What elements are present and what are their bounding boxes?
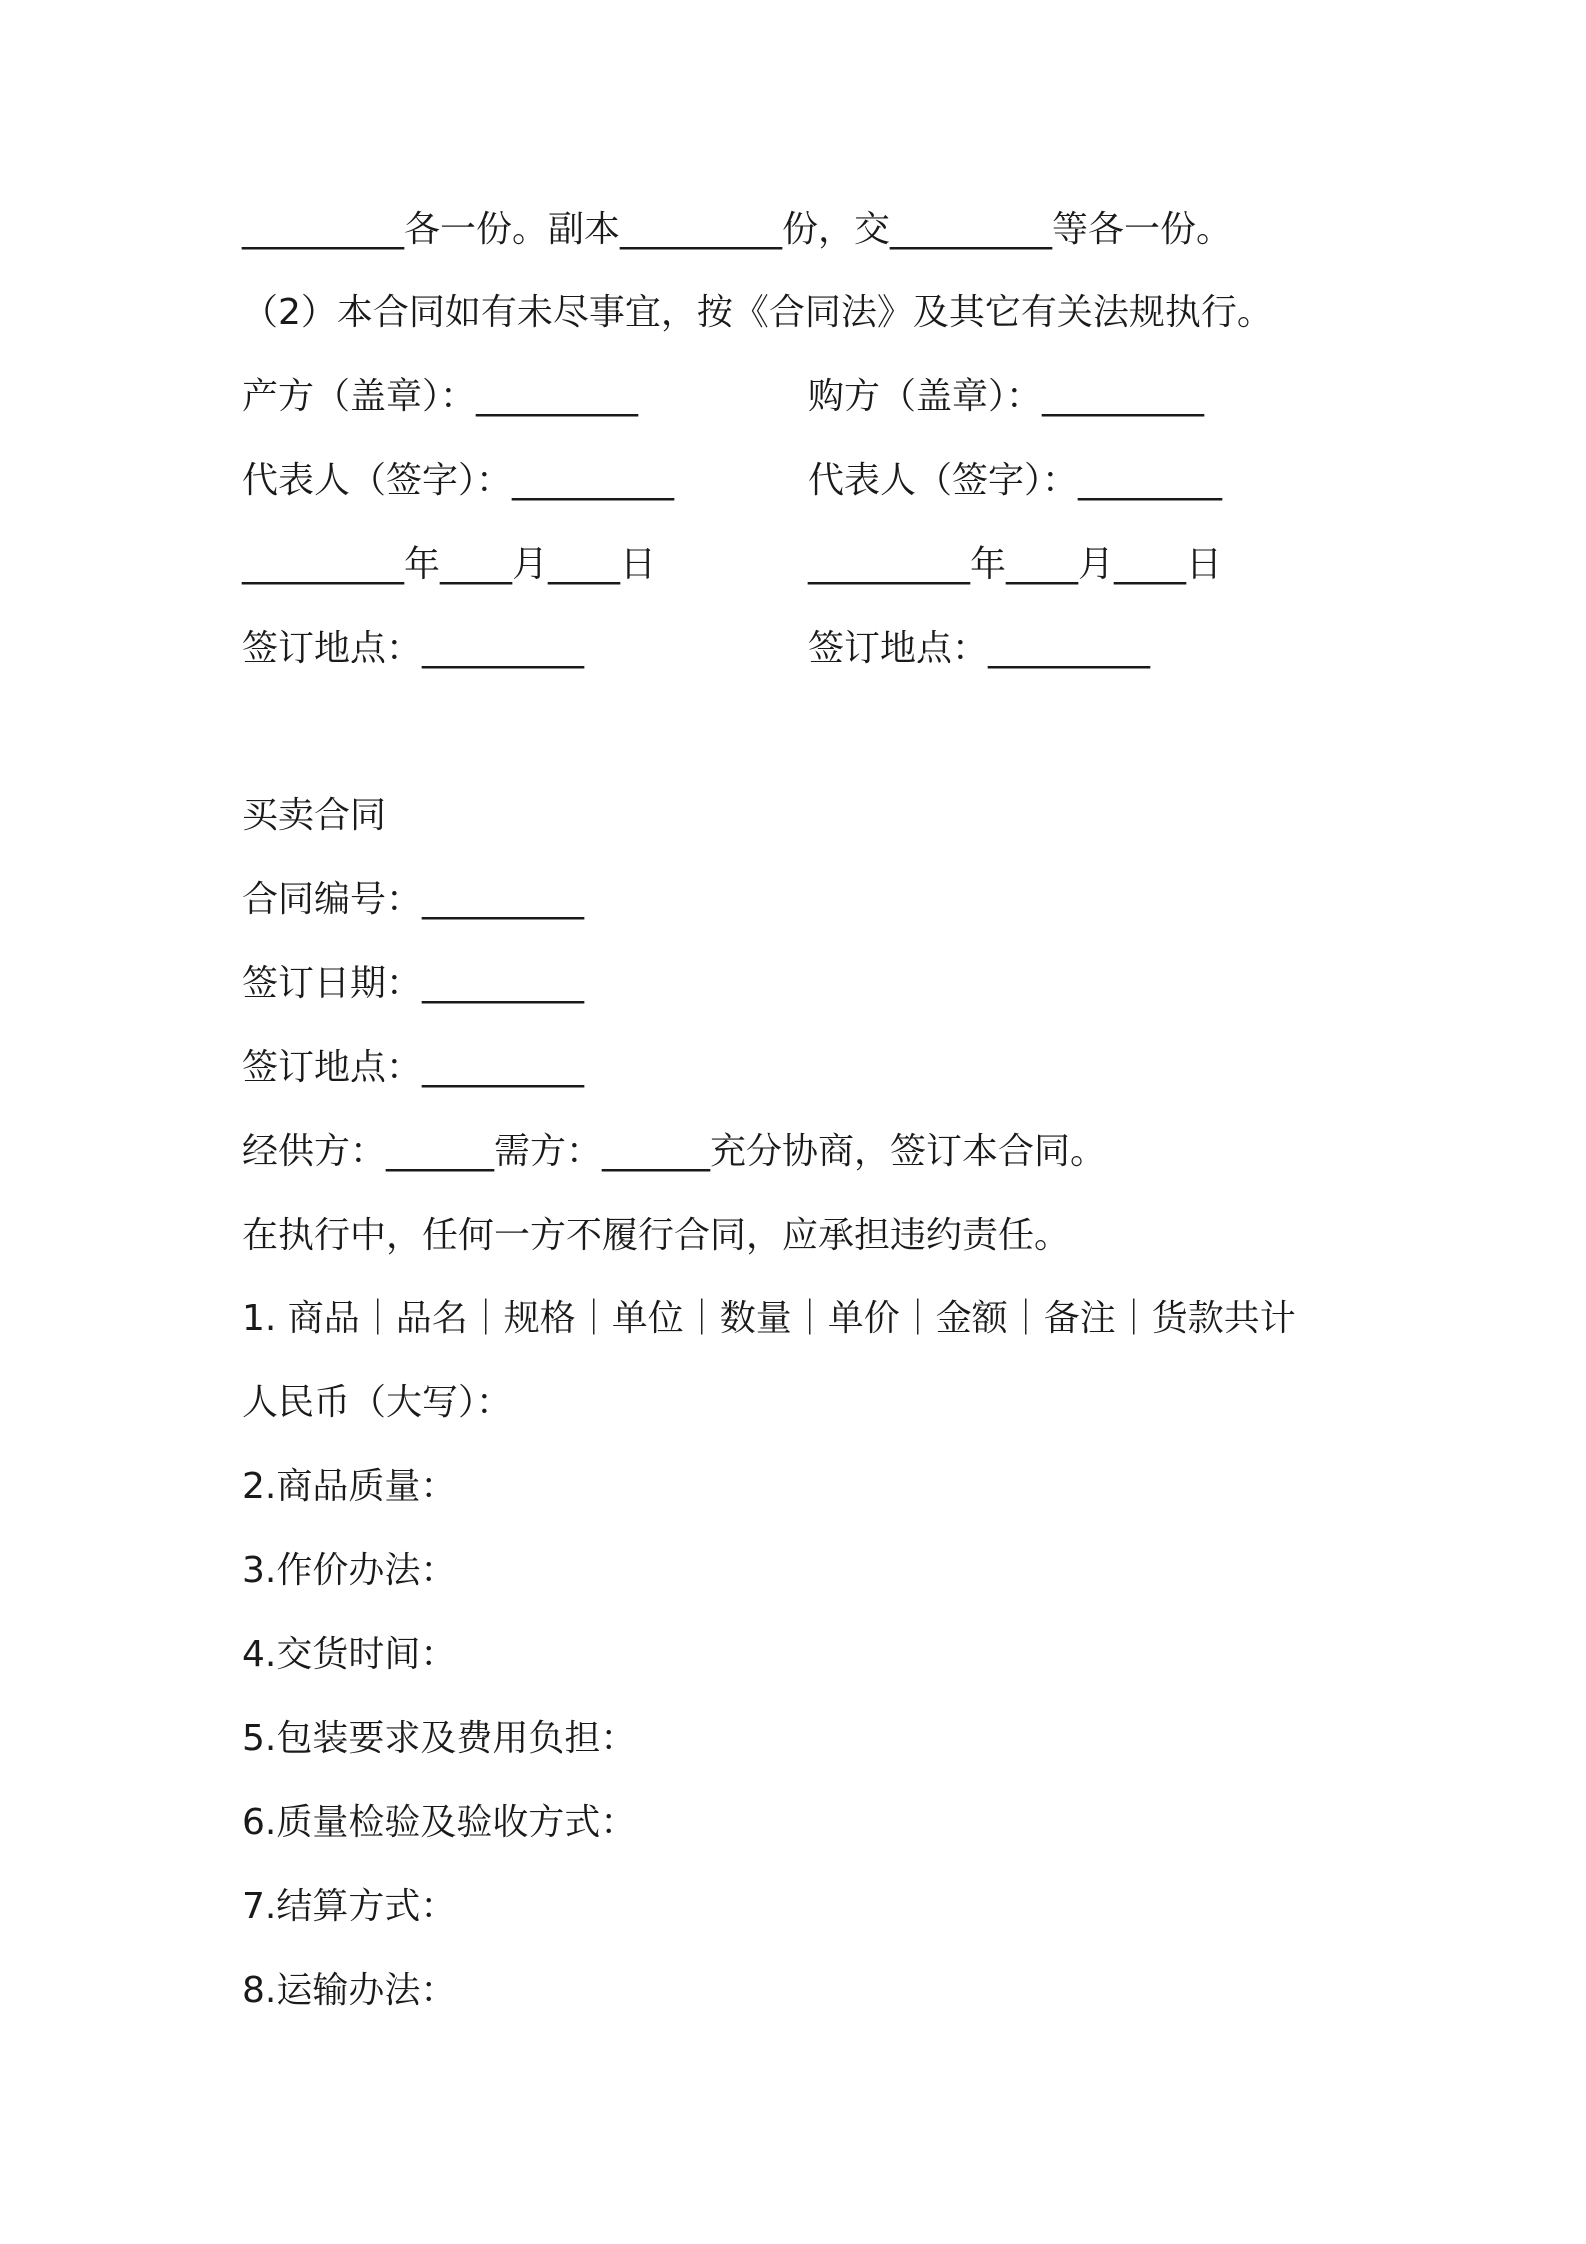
item-4: 4.交货时间： [242,1634,457,1675]
item-8: 8.运输办法： [242,1970,457,2011]
buyer-representative: 代表人（签字）：________ [808,460,1223,501]
item-2: 2.商品质量： [242,1466,457,1507]
item-7: 7.结算方式： [242,1886,457,1927]
buyer-seal: 购方（盖章）：_________ [808,376,1205,417]
item-1: 1. 商品｜品名｜规格｜单位｜数量｜单价｜金额｜备注｜货款共计 [242,1298,1296,1339]
breach-line: 在执行中，任何一方不履行合同，应承担违约责任。 [242,1215,1071,1256]
item-5: 5.包装要求及费用负担： [242,1718,637,1759]
seller-date: _________年____月____日 [242,544,656,585]
contract-title: 买卖合同 [242,795,387,836]
seller-representative: 代表人（签字）：_________ [242,460,675,501]
sign-date: 签订日期：_________ [242,963,585,1004]
sign-place: 签订地点：_________ [242,1047,585,1088]
contract-number: 合同编号：_________ [242,879,585,920]
parties-line: 经供方：______需方：______充分协商，签订本合同。 [242,1131,1107,1172]
buyer-date: _________年____月____日 [808,544,1222,585]
copies-line: _________各一份。副本_________份，交_________等各一份。 [242,209,1233,250]
item-3: 3.作价办法： [242,1550,457,1591]
clause-2: （2）本合同如有未尽事宜，按《合同法》及其它有关法规执行。 [242,292,1273,333]
item-6: 6.质量检验及验收方式： [242,1802,637,1843]
rmb-amount: 人民币（大写）： [242,1382,513,1423]
seller-sign-place: 签订地点：_________ [242,628,585,669]
buyer-sign-place: 签订地点：_________ [808,628,1151,669]
seller-seal: 产方（盖章）：_________ [242,376,639,417]
